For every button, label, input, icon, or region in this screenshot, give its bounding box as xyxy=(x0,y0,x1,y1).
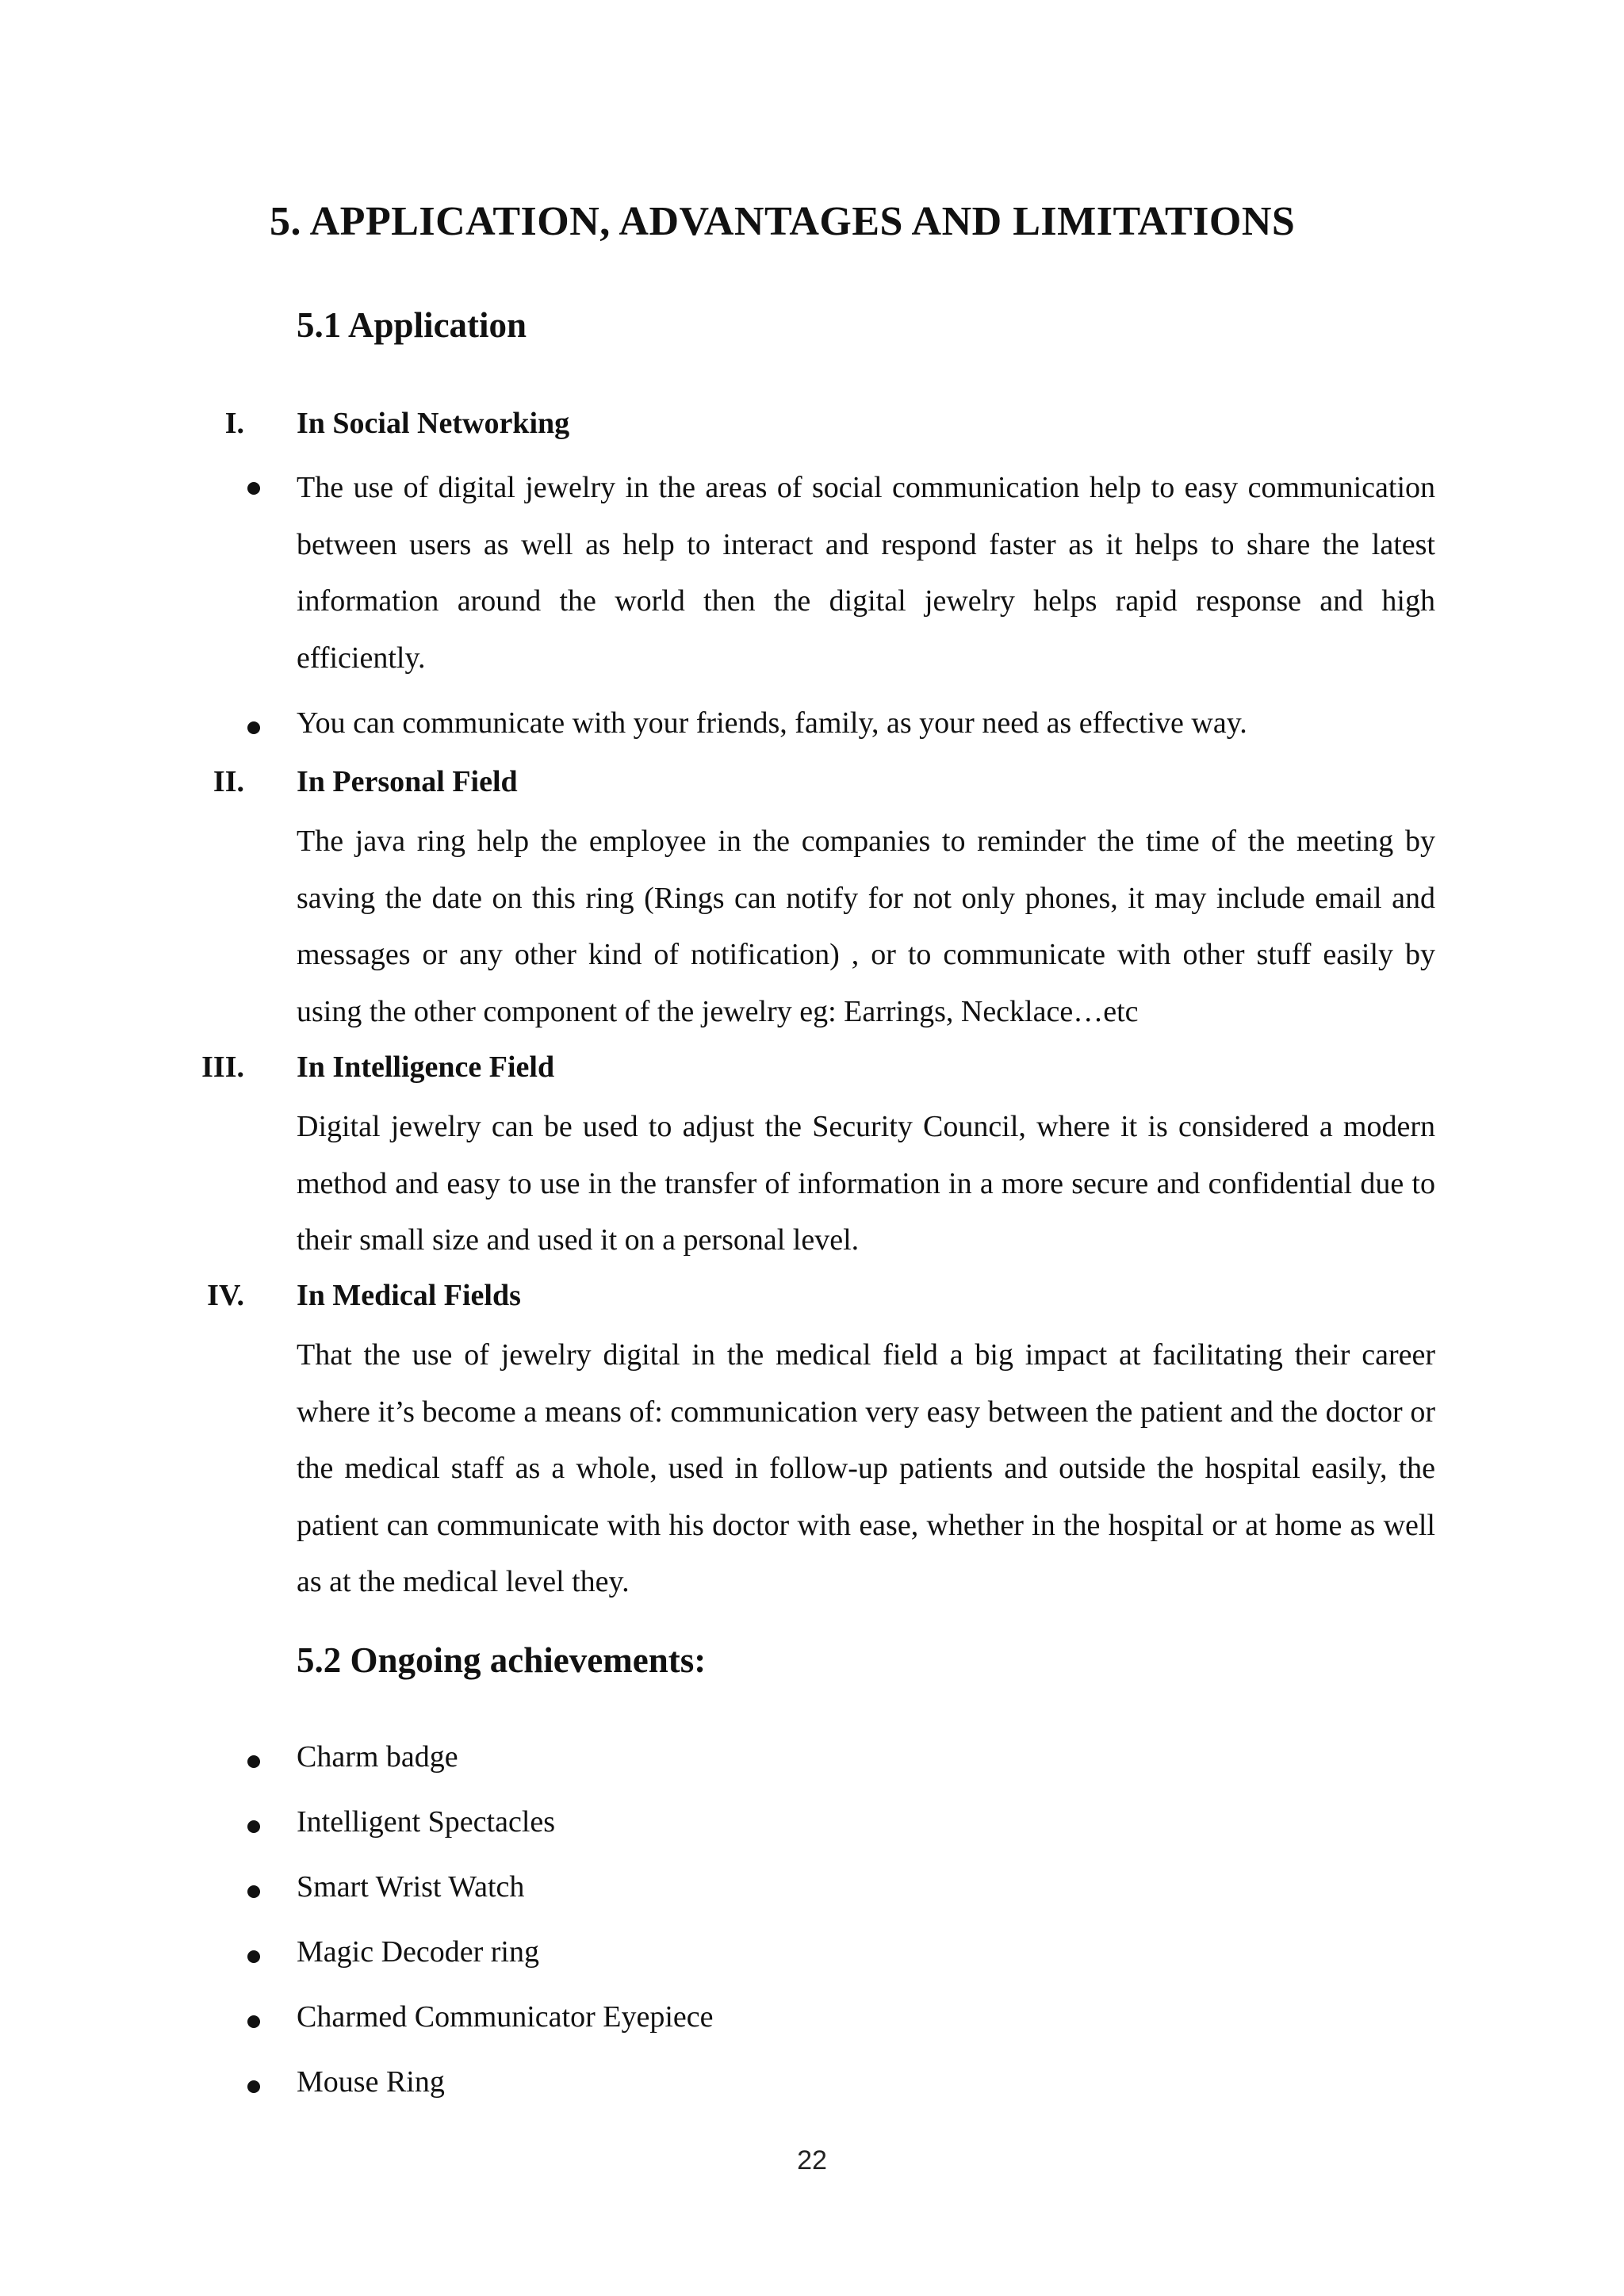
item-numeral: IV. xyxy=(207,1279,244,1312)
list-item: Magic Decoder ring xyxy=(297,1935,539,1969)
item-numeral: III. xyxy=(201,1050,244,1084)
personal-field-paragraph: The java ring help the employee in the companies to reminder the time of the meeting by saving the date on this ring (Rings can notify for not only phones, it may include email and messages or any other kind of notification) , or to communicate with other stuff easily by using the other component of the jewelry eg: Earrings, Necklace…etc xyxy=(297,825,1435,1028)
bullet-icon xyxy=(247,1885,260,1898)
bullet-icon xyxy=(247,2015,260,2028)
list-item: Charm badge xyxy=(297,1740,458,1774)
social-networking-bullet-2: You can communicate with your friends, family, as your need as effective way. xyxy=(297,706,1247,740)
bullet-icon xyxy=(247,1820,260,1833)
list-item: Charmed Communicator Eyepiece xyxy=(297,2000,714,2034)
item-heading-personal-field: In Personal Field xyxy=(297,765,518,798)
list-item: Mouse Ring xyxy=(297,2065,445,2099)
section-title-ongoing-achievements: 5.2 Ongoing achievements: xyxy=(297,1640,707,1680)
page-number: 22 xyxy=(797,2145,827,2175)
item-heading-social-networking: In Social Networking xyxy=(297,407,570,440)
bullet-icon xyxy=(247,1950,260,1963)
list-item: Intelligent Spectacles xyxy=(297,1805,556,1839)
list-item: Smart Wrist Watch xyxy=(297,1870,525,1904)
bullet-icon xyxy=(247,721,260,734)
chapter-title: 5. APPLICATION, ADVANTAGES AND LIMITATIONS xyxy=(270,199,1296,244)
medical-fields-paragraph: That the use of jewelry digital in the medical field a big impact at facilitating their career where it’s become a means of: communication very easy between the patient and the doctor or the medical staff as a whole, used in follow-up patients and outside the hospital easily, the patient can communicate with his doctor with ease, whether in the hospital or at home as well as at the medical level they. xyxy=(297,1338,1435,1598)
item-heading-intelligence-field: In Intelligence Field xyxy=(297,1050,555,1084)
social-networking-paragraph: The use of digital jewelry in the areas of social communication help to easy communication between users as well as help to interact and respond faster as it helps to share the latest information around the world then the digital jewelry helps rapid response and high efficiently. xyxy=(297,471,1435,675)
item-numeral: I. xyxy=(224,407,244,440)
intelligence-field-paragraph: Digital jewelry can be used to adjust the Security Council, where it is considered a modern method and easy to use in the transfer of information in a more secure and confidential due to their small size and used it on a personal level. xyxy=(297,1110,1435,1257)
bullet-icon xyxy=(247,482,260,495)
section-title-application: 5.1 Application xyxy=(297,305,527,345)
item-numeral: II. xyxy=(213,765,244,798)
bullet-icon xyxy=(247,1755,260,1768)
bullet-icon xyxy=(247,2080,260,2093)
item-heading-medical-fields: In Medical Fields xyxy=(297,1279,521,1312)
